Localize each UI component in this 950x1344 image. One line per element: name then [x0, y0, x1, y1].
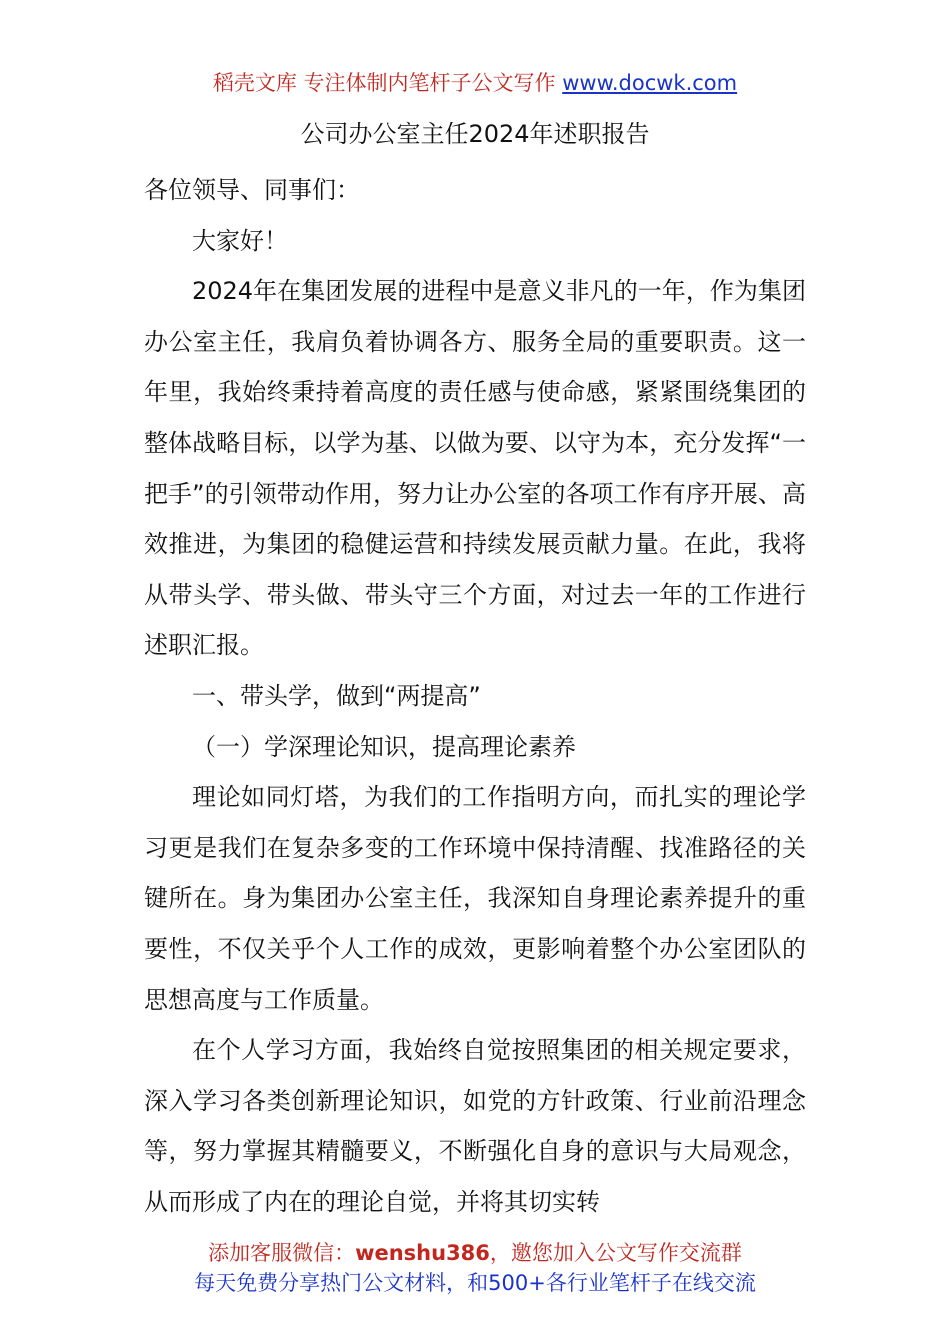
salutation: 各位领导、同事们：: [144, 176, 360, 204]
intro-paragraph: 2024年在集团发展的进程中是意义非凡的一年，作为集团办公室主任，我肩负着协调各方、服务全局的重要职责。这一年里，我始终秉持着高度的责任感与使命感，紧紧围绕集团的整体战略目标，以学为基、以做为要、以守为本，充分发挥“一把手”的引领带动作用，努力让办公室的各项工作有序开展、高效推进，为集团的稳健运营和持续发展贡献力量。在此，我将从带头学、带头做、带头守三个方面，对过去一年的工作进行述职汇报。: [144, 277, 806, 660]
page-header: [0, 68, 950, 98]
document-body: [144, 165, 806, 1227]
subsection-heading-1-1: （一）学深理论知识，提高理论素养: [192, 732, 576, 761]
theory-paragraph: 理论如同灯塔，为我们的工作指明方向，而扎实的理论学习更是我们在复杂多变的工作环境中保持清醒、找准路径的关键所在。身为集团办公室主任，我深知自身理论素养提升的重要性，不仅关乎个人工作的成效，更影响着整个办公室团队的思想高度与工作质量。: [144, 783, 806, 1014]
header-brand: 稻壳文库 专注体制内笔杆子公文写作: [212, 71, 556, 95]
header-url-link[interactable]: www.docwk.com: [562, 71, 738, 95]
document-title: 公司办公室主任2024年述职报告: [300, 120, 650, 148]
footer-wechat-id: wenshu386: [355, 1241, 490, 1265]
greeting: 大家好！: [192, 226, 288, 255]
footer-wechat-suffix: ，邀您加入公文写作交流群: [489, 1241, 742, 1265]
footer-wechat-prefix: 添加客服微信：: [208, 1241, 356, 1265]
footer-wechat-line: [0, 1238, 950, 1268]
section-heading-1: 一、带头学，做到“两提高”: [192, 681, 481, 710]
personal-study-paragraph: 在个人学习方面，我始终自觉按照集团的相关规定要求，深入学习各类创新理论知识，如党的方针政策、行业前沿理念等，努力掌握其精髓要义，不断强化自身的意识与大局观念，从而形成了内在的理论自觉，并将其切实转: [144, 1036, 806, 1216]
page-footer: [0, 1238, 950, 1298]
footer-share-line: 每天免费分享热门公文材料，和500+各行业笔杆子在线交流: [194, 1271, 756, 1295]
